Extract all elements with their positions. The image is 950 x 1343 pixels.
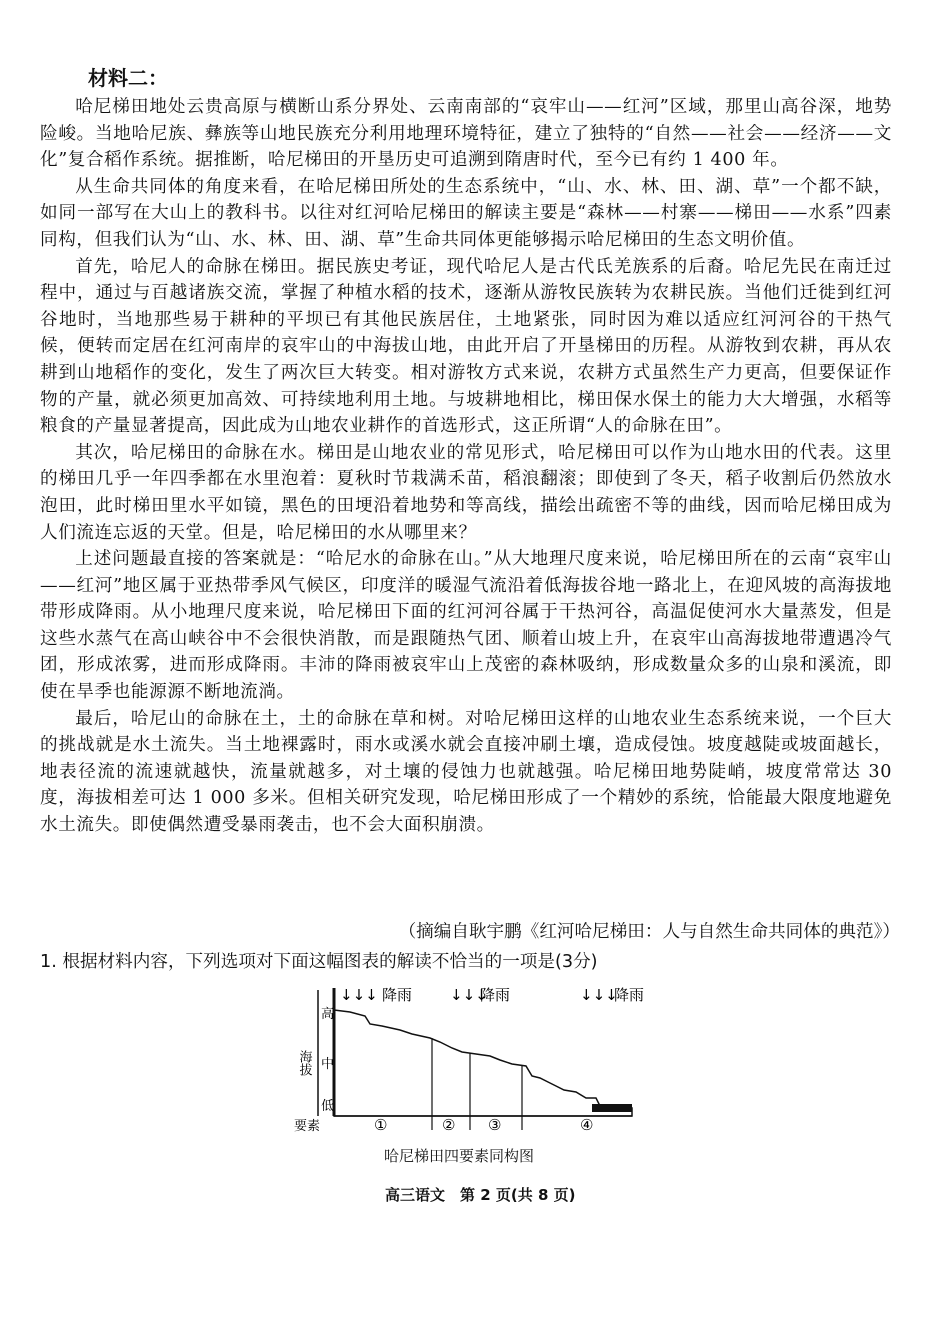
y-level-high: 高 (321, 1007, 335, 1022)
rain-arrows: ↓↓↓ (340, 986, 378, 1004)
y-axis-title: 海拔 (296, 1050, 312, 1076)
figure-caption: 哈尼梯田四要素同构图 (384, 1147, 535, 1165)
rain-arrows: ↓↓↓ (580, 986, 618, 1004)
rain-label: 降雨 (382, 986, 413, 1004)
rain-arrows: ↓↓↓ (450, 986, 488, 1004)
rain-label: 降雨 (480, 986, 511, 1004)
terrace-diagram (290, 980, 650, 1140)
paragraph: 哈尼梯田地处云贵高原与横断山系分界处、云南南部的“哀牢山——红河”区域，那里山高谷深，地势险峻。当地哈尼族、彝族等山地民族充分利用地理环境特征，建立了独特的“自然——社会——经济——文化”复合稻作系统。据推断，哈尼梯田的开垦历史可追溯到隋唐时代，至今已有约 1 400 年。 (40, 97, 892, 171)
y-level-mid: 中 (321, 1057, 335, 1072)
segment-1: ① (374, 1116, 388, 1134)
section-heading: 材料二： (88, 66, 168, 90)
river-block (592, 1104, 632, 1112)
paragraph: 首先，哈尼人的命脉在梯田。据民族史考证，现代哈尼人是古代氐羌族系的后裔。哈尼先民在南迁过程中，通过与百越诸族交流，掌握了种植水稻的技术，逐渐从游牧民族转为农耕民族。当他们迁徙到红河谷地时，当地那些易于耕种的平坝已有其他民族居住，土地紧张，同时因为难以适应红河河谷的干热气候，便转而定居在红河南岸的哀牢山的中海拔山地，由此开启了开垦梯田的历程。从游牧到农耕，再从农耕到山地稻作的变化，发生了两次巨大转变。相对游牧方式来说，农耕方式虽然生产力更高，但要保证作物的产量，就必须更加高效、可持续地利用土地。与坡耕地相比，梯田保水保土的能力大大增强，水稻等粮食的产量显著提高，因此成为山地农业耕作的首选形式，这正所谓“人的命脉在田”。 (40, 256, 892, 437)
paragraph: 其次，哈尼梯田的命脉在水。梯田是山地农业的常见形式，哈尼梯田可以作为山地水田的代表。这里的梯田几乎一年四季都在水里泡着：夏秋时节栽满禾苗，稻浪翻滚；即使到了冬天，稻子收割后仍然放水泡田，此时梯田里水平如镜，黑色的田埂沿着地势和等高线，描绘出疏密不等的曲线，因而哈尼梯田成为人们流连忘返的天堂。但是，哈尼梯田的水从哪里来？ (40, 442, 892, 543)
segment-2: ② (442, 1116, 456, 1134)
terrain-profile (334, 1010, 632, 1116)
page-footer: 高三语文 第 2 页(共 8 页) (385, 1186, 576, 1204)
rain-label: 降雨 (614, 986, 645, 1004)
segment-4: ④ (580, 1116, 594, 1134)
question-1: 1. 根据材料内容，下列选项对下面这幅图表的解读不恰当的一项是(3分) (40, 952, 598, 972)
segment-3: ③ (488, 1116, 502, 1134)
material-text (40, 94, 892, 839)
paragraph: 从生命共同体的角度来看，在哈尼梯田所处的生态系统中，“山、水、林、田、湖、草”一个都不缺，如同一部写在大山上的教科书。以往对红河哈尼梯田的解读主要是“森林——村寨——梯田——水系”四素同构，但我们认为“山、水、林、田、湖、草”生命共同体更能够揭示哈尼梯田的生态文明价值。 (40, 176, 892, 250)
source-citation: （摘编自耿宇鹏《红河哈尼梯田：人与自然生命共同体的典范》） (398, 922, 900, 942)
y-level-low: 低 (321, 1099, 335, 1114)
paragraph: 最后，哈尼山的命脉在土，土的命脉在草和树。对哈尼梯田这样的山地农业生态系统来说，一个巨大的挑战就是水土流失。当土地裸露时，雨水或溪水就会直接冲刷土壤，造成侵蚀。坡度越陡或坡面越长，地表径流的流速就越快，流量就越多，对土壤的侵蚀力也就越强。哈尼梯田地势陡峭，坡度常常达 30 度，海拔相差可达 1 000 多米。但相关研究发现，哈尼梯田形成了一个精妙的系统，恰能最大限度地避免水土流失。即使偶然遭受暴雨袭击，也不会大面积崩溃。 (40, 708, 892, 836)
paragraph: 上述问题最直接的答案就是：“哈尼水的命脉在山。”从大地理尺度来说，哈尼梯田所在的云南“哀牢山——红河”地区属于亚热带季风气候区，印度洋的暖湿气流沿着低海拔谷地一路北上，在迎风坡的高海拔地带形成降雨。从小地理尺度来说，哈尼梯田下面的红河河谷属于干热河谷，高温促使河水大量蒸发，但是这些水蒸气在高山峡谷中不会很快消散，而是跟随热气团、顺着山坡上升，在哀牢山高海拔地带遭遇冷气团，形成浓雾，进而形成降雨。丰沛的降雨被哀牢山上茂密的森林吸纳，形成数量众多的山泉和溪流，即使在旱季也能源源不断地流淌。 (40, 549, 892, 703)
x-axis-title: 要素 (294, 1119, 321, 1134)
